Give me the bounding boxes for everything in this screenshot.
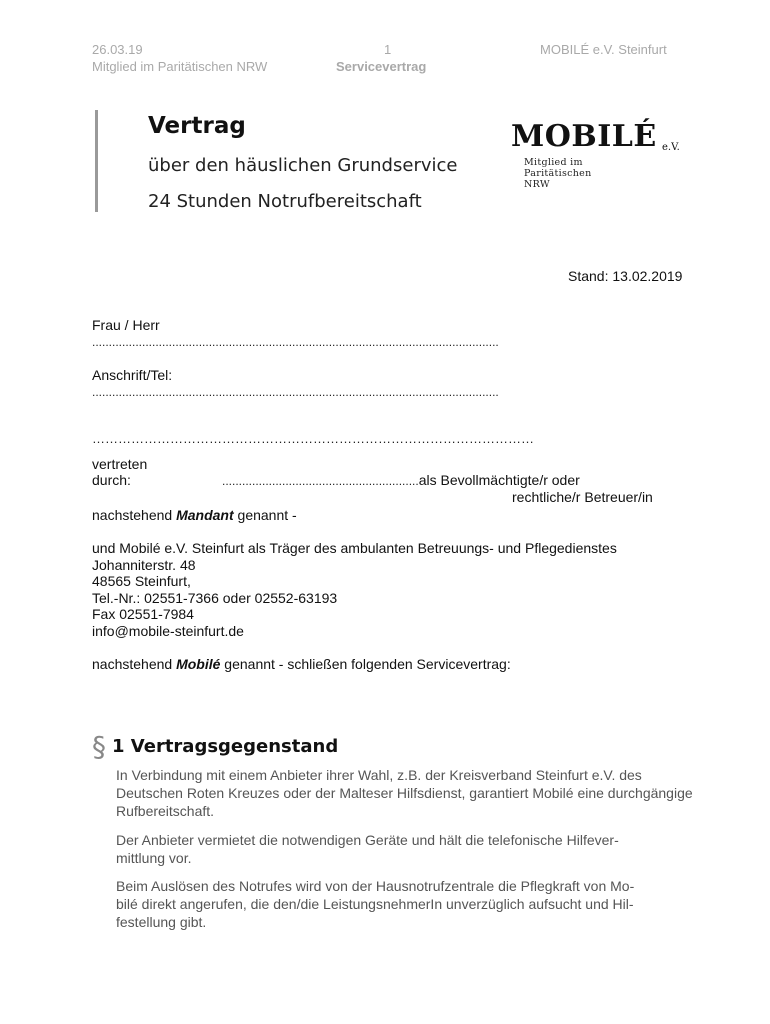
title-accent-bar: [95, 110, 98, 212]
provider-fax: Fax 02551-7984: [92, 606, 194, 622]
represented-as: als Bevollmächtigte/r oder: [418, 472, 580, 488]
title-line-2: 24 Stunden Notrufbereitschaft: [148, 191, 422, 212]
mobile-term: Mobilé: [176, 656, 221, 672]
header-member: Mitglied im Paritätischen NRW: [92, 59, 268, 74]
address-fill-line: ..........................................................................................................................: [92, 385, 499, 399]
mobile-line: nachstehend Mobilé genannt - schließen folgenden Servicevertrag:: [92, 656, 511, 672]
provider-street: Johanniterstr. 48: [92, 557, 196, 573]
header-date: 26.03.19: [92, 42, 143, 57]
name-fill-line: ..........................................................................................................................: [92, 335, 499, 349]
section-1-paragraph-1: In Verbindung mit einem Anbieter ihrer Wahl, z.B. der Kreisverband Steinfurt e.V. des Deutschen Roten Kreuzes oder der Malteser Hilfsdienst, garantiert Mobilé eine durchgängige Rufbereitschaft.: [116, 767, 693, 819]
logo-suffix: e.V.: [662, 142, 680, 153]
header-org: MOBILÉ e.V. Steinfurt: [540, 42, 667, 57]
header-doc-name: Servicevertrag: [336, 59, 427, 74]
provider-line: und Mobilé e.V. Steinfurt als Träger des ambulanten Betreuungs- und Pflegedienstes: [92, 540, 617, 556]
provider-city: 48565 Steinfurt,: [92, 573, 191, 589]
logo-wordmark: MOBILÉ: [511, 119, 657, 154]
represented-label-1: vertreten: [92, 456, 148, 472]
represented-line: [222, 472, 580, 490]
provider-tel: Tel.-Nr.: 02551-7366 oder 02552-63193: [92, 590, 338, 606]
stand-date: Stand: 13.02.2019: [568, 268, 683, 284]
represented-label-2: durch:: [92, 472, 131, 488]
section-1-heading: § 1 Vertragsgegenstand: [92, 730, 339, 763]
logo-tagline: Mitglied im Paritätischen NRW: [524, 157, 592, 190]
section-1-paragraph-2: Der Anbieter vermietet die notwendigen Geräte und hält die telefonische Hilfever- mittlung vor.: [116, 832, 619, 866]
represented-as-2: rechtliche/r Betreuer/in: [512, 489, 653, 505]
header-page-number: 1: [384, 42, 392, 57]
address-label: Anschrift/Tel:: [92, 367, 173, 383]
mandant-line: nachstehend Mandant genannt -: [92, 507, 297, 523]
extra-fill-line: …………………………………………………………………………………………: [92, 431, 534, 446]
provider-email[interactable]: info@mobile-steinfurt.de: [92, 623, 244, 639]
page-title: Vertrag: [148, 113, 246, 139]
title-line-1: über den häuslichen Grundservice: [148, 155, 458, 176]
represented-fill-line: ...........................................................: [222, 474, 419, 488]
section-1-paragraph-3: Beim Auslösen des Notrufes wird von der Hausnotrufzentrale die Pflegkraft von Mo- bilé direkt angerufen, die den/die LeistungsnehmerIn unverzüglich aufsucht und Hil- festellung gibt.: [116, 878, 635, 930]
name-label: Frau / Herr: [92, 317, 160, 333]
mandant-term: Mandant: [176, 507, 234, 523]
paragraph-sign-icon: §: [92, 730, 106, 763]
